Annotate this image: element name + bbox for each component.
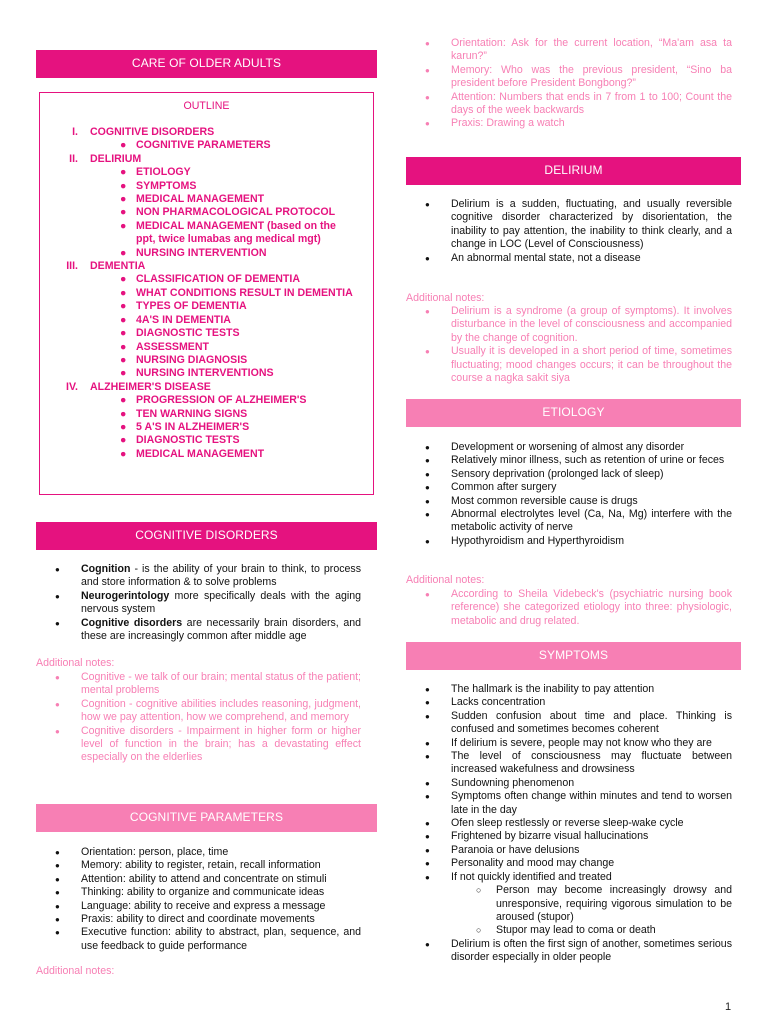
outline-subitem [40,180,373,193]
list-item: ● Abnormal electrolytes level (Ca, Na, Mg) interfere with the metabolic activity of nerve [406,508,732,535]
outline-subitem-label: WHAT CONDITIONS RESULT IN DEMENTIA [136,286,353,299]
list-item: ● If delirium is severe, people may not know who they are [406,737,732,750]
page-number: 1 [725,1001,732,1013]
list-item: ● Paranoia or have delusions [406,844,732,857]
outline-box [39,92,374,495]
outline-number: IV. [66,380,78,393]
outline-subitem-label: COGNITIVE PARAMETERS [136,139,271,152]
outline-subitem-label: TYPES OF DEMENTIA [136,300,247,313]
nested-item: ○ Stupor may lead to coma or death [406,924,732,937]
list-item: ● Orientation: Ask for the current location, “Ma'am asa ta karun?” [406,37,732,64]
section-heading: SYMPTOMS [538,648,609,663]
outline-title: OUTLINE [183,100,230,112]
list-item: ● Cognitive - we talk of our brain; mental status of the patient; mental problems [36,671,361,698]
outline-subitem-label: 4A'S IN DEMENTIA [136,313,231,326]
bullet-icon: ● [120,179,127,192]
bullet-icon: ● [120,300,127,313]
list-item [36,590,361,617]
nested-item: ○ Person may become increasingly drowsy and unresponsive, requiring vigorous simulation to be aroused (stupor) [406,884,732,924]
etiology-banner [406,399,741,427]
list-item [36,563,361,590]
outline-subitem-label: NURSING INTERVENTION [136,246,267,259]
outline-subitem-label: MEDICAL MANAGEMENT (based on the ppt, twice lumabas ang medical mgt) [136,219,336,246]
list-item: ● Cognitive disorders - Impairment in higher form or higher level of function in the brain; has a devastating effect especially on the elderlies [36,725,361,765]
outline-list [40,126,373,461]
section-heading: DELIRIUM [544,163,603,178]
outline-number: I. [72,126,78,138]
symptoms-list [406,683,732,965]
list-item: ● Executive function: ability to abstract, plan, sequence, and use feedback to guide performance [36,926,361,953]
list-item: ● Thinking: ability to organize and communicate ideas [36,886,361,899]
symptoms-banner [406,642,741,670]
outline-subitem-label: NON PHARMACOLOGICAL PROTOCOL [136,206,336,219]
list-item: ● Lacks concentration [406,696,732,709]
list-item: ● Ofen sleep restlessly or reverse sleep-wake cycle [406,817,732,830]
bullet-icon: ● [120,434,127,447]
list-item: ● An abnormal mental state, not a disease [406,252,732,265]
outline-subitem [40,220,373,247]
bullet-icon: ● [120,340,127,353]
outline-subitem-label: NURSING INTERVENTIONS [136,367,274,380]
etiology-list [406,441,732,548]
outline-subitem-label: MEDICAL MANAGEMENT [136,193,265,206]
etiology-notes [406,588,732,628]
list-item: ● Personality and mood may change [406,857,732,870]
bullet-icon: ● [120,394,127,407]
outline-section [40,260,373,273]
additional-notes-label: Additional notes: [406,574,485,586]
document-title: CARE OF OLDER ADULTS [131,56,282,71]
outline-section-label: COGNITIVE DISORDERS [90,126,215,138]
outline-section-label: ALZHEIMER'S DISEASE [90,380,211,393]
bullet-icon: ● [120,219,127,232]
outline-subitem-label: NURSING DIAGNOSIS [136,353,248,366]
outline-subitem [40,434,373,447]
outline-subitem [40,367,373,380]
outline-subitem [40,408,373,421]
additional-notes-label: Additional notes: [36,965,115,977]
list-item: ● Relatively minor illness, such as retention of urine or feces [406,454,732,467]
list-item: ● Praxis: ability to direct and coordinate movements [36,913,361,926]
outline-subitem [40,448,373,461]
outline-subitem [40,314,373,327]
outline-subitem-label: ASSESSMENT [136,340,209,353]
bullet-icon: ● [120,327,127,340]
delirium-notes [406,305,732,385]
bullet-icon: ● [120,353,127,366]
section-heading: COGNITIVE DISORDERS [135,528,278,543]
outline-subitem [40,193,373,206]
list-item: ● According to Sheila Videbeck's (psychiatric nursing book reference) she categorized etiology into three: physiologic, metabolic and drug related. [406,588,732,628]
bullet-icon: ● [120,193,127,206]
outline-subitem-label: PROGRESSION OF ALZHEIMER'S [136,394,307,407]
outline-subitem [40,206,373,219]
list-item: ● Language: ability to receive and express a message [36,900,361,913]
list-item: ● Sensory deprivation (prolonged lack of sleep) [406,468,732,481]
cognitive-parameters-list [36,846,361,953]
cognitive-disorders-banner [36,522,377,550]
bullet-icon: ● [120,139,127,152]
list-item: ● Attention: Numbers that ends in 7 from 1 to 100; Count the days of the week backwards [406,91,732,118]
list-item: ● Sundowning phenomenon [406,777,732,790]
list-item: ● Frightened by bizarre visual hallucinations [406,830,732,843]
outline-number: III. [66,260,78,273]
definition: are necessarily brain disorders, and these are increasingly common after middle age [81,616,361,643]
list-item: ● Usually it is developed in a short period of time, sometimes fluctuating; mood changes occurs; it can be throughout the course a nagka sakit siya [406,345,732,385]
outline-subitem [40,354,373,367]
list-item: ● Memory: ability to register, retain, recall information [36,859,361,872]
outline-subitem [40,421,373,434]
cognitive-parameters-banner [36,804,377,832]
outline-subitem-label: CLASSIFICATION OF DEMENTIA [136,273,301,286]
list-item: ● Delirium is a sudden, fluctuating, and usually reversible cognitive disorder characterized by disorientation, the inability to pay attention, the inability to think clearly, and a change in LOC (Level of Consciousness) [406,198,732,252]
title-banner [36,50,377,78]
bullet-icon: ● [120,286,127,299]
definition: more specifically deals with the aging nervous system [81,589,361,616]
definition: - is the ability of your brain to think, to process and store information & to solve problems [81,563,361,589]
list-item: ● Cognition - cognitive abilities includes reasoning, judgment, how we pay attention, how we comprehend, and memory [36,698,361,725]
bullet-icon: ● [120,246,127,259]
outline-subitem [40,341,373,354]
term: Cognitive disorders [81,616,183,629]
list-item: ● Delirium is a syndrome (a group of symptoms). It involves disturbance in the level of consciousness and accompanied by the change of cognition. [406,305,732,345]
section-heading: COGNITIVE PARAMETERS [129,810,284,825]
list-item: ● Sudden confusion about time and place. Thinking is confused and sometimes becomes coherent [406,710,732,737]
outline-subitem-label: DIAGNOSTIC TESTS [136,434,240,447]
bullet-icon: ● [120,407,127,420]
outline-subitem [40,287,373,300]
outline-section [40,126,373,139]
outline-subitem-label: SYMPTOMS [136,179,197,192]
list-item: ● Symptoms often change within minutes and tend to worsen late in the day [406,790,732,817]
outline-subitem-label: ETIOLOGY [136,166,191,179]
bullet-icon: ● [120,313,127,326]
list-item: ● Common after surgery [406,481,732,494]
outline-subitem-label: TEN WARNING SIGNS [136,407,248,420]
term: Cognition [81,563,131,575]
outline-subitem-label: MEDICAL MANAGEMENT [136,447,265,460]
delirium-banner [406,157,741,185]
bullet-icon: ● [120,206,127,219]
bullet-icon: ● [120,367,127,380]
outline-subitem [40,247,373,260]
outline-section [40,381,373,394]
list-item [36,617,361,644]
outline-subitem-label: 5 A'S IN ALZHEIMER'S [136,420,250,433]
list-item: ● The level of consciousness may fluctuate between increased wakefulness and drowsiness [406,750,732,777]
additional-notes-label: Additional notes: [36,657,115,669]
bullet-icon: ● [120,447,127,460]
bullet-icon: ● [120,166,127,179]
cognitive-parameters-notes [406,37,732,131]
outline-subitem [40,166,373,179]
bullet-icon: ● [120,273,127,286]
list-item: ● Most common reversible cause is drugs [406,495,732,508]
outline-number: II. [69,152,78,165]
outline-subitem [40,394,373,407]
list-item: ● Delirium is often the first sign of another, sometimes serious disorder especially in older people [406,938,732,965]
list-item: ● Praxis: Drawing a watch [406,117,732,130]
outline-subitem [40,300,373,313]
additional-notes-label: Additional notes: [406,292,485,304]
list-item: ● Development or worsening of almost any disorder [406,441,732,454]
list-item: ● Hypothyroidism and Hyperthyroidism [406,535,732,548]
outline-section-label: DEMENTIA [90,260,146,273]
cognitive-disorders-notes [36,671,361,765]
outline-section-label: DELIRIUM [90,152,142,165]
list-item: ● Orientation: person, place, time [36,846,361,859]
section-heading: ETIOLOGY [542,405,605,420]
outline-subitem-label: DIAGNOSTIC TESTS [136,327,240,340]
term: Neurogerintology [81,589,170,602]
list-item: ● Memory: Who was the previous president, “Sino ba president before President Bongbong?” [406,64,732,91]
list-item: ● If not quickly identified and treated [406,871,732,884]
cognitive-disorders-list [36,563,361,643]
bullet-icon: ● [120,420,127,433]
list-item: ● The hallmark is the inability to pay attention [406,683,732,696]
outline-subitem [40,327,373,340]
outline-subitem [40,273,373,286]
outline-section [40,153,373,166]
nested-list [406,884,732,938]
list-item: ● Attention: ability to attend and concentrate on stimuli [36,873,361,886]
outline-subitem [40,139,373,152]
delirium-list [406,198,732,265]
